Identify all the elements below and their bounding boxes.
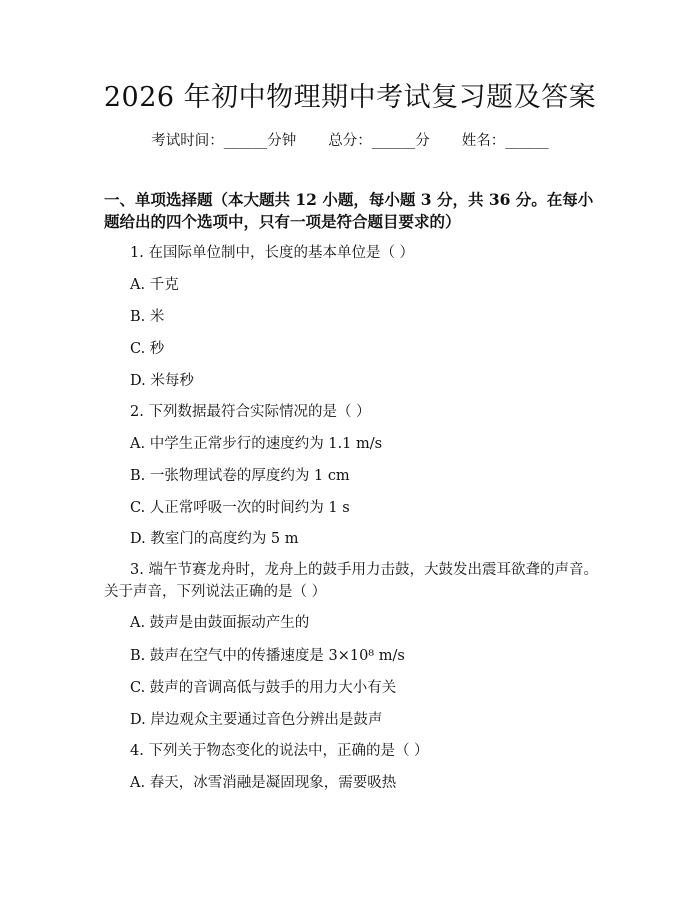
- page-title: 2026 年初中物理期中考试复习题及答案: [103, 82, 597, 113]
- question-3-option-d: D. 岸边观众主要通过音色分辨出是鼓声: [130, 712, 383, 728]
- question-2-option-a: A. 中学生正常步行的速度约为 1.1 m/s: [130, 436, 383, 452]
- exam-meta-line: [0, 131, 700, 151]
- student-name-field: 姓名：______: [461, 133, 549, 149]
- question-2-option-b: B. 一张物理试卷的厚度约为 1 cm: [130, 468, 350, 484]
- exam-time-field: 考试时间：______分钟: [151, 133, 297, 149]
- question-1-stem: 1. 在国际单位制中，长度的基本单位是（ ）: [130, 245, 415, 261]
- question-2-stem: 2. 下列数据最符合实际情况的是（ ）: [130, 404, 371, 420]
- question-1-option-c: C. 秒: [130, 341, 165, 357]
- question-3-option-b: B. 鼓声在空气中的传播速度是 3×10⁸ m/s: [130, 648, 405, 664]
- question-2-option-d: D. 教室门的高度约为 5 m: [130, 531, 299, 547]
- question-3-option-a: A. 鼓声是由鼓面振动产生的: [130, 615, 310, 631]
- section-heading: 一、单项选择题（本大题共 12 小题，每小题 3 分，共 36 分。在每小题给出的四个选项中，只有一项是符合题目要求的）: [104, 190, 594, 231]
- question-1-option-b: B. 米: [130, 309, 165, 325]
- question-4-option-a: A. 春天，冰雪消融是凝固现象，需要吸热: [130, 775, 397, 791]
- question-3-stem-text: 3. 端午节赛龙舟时，龙舟上的鼓手用力击鼓，大鼓发出震耳欲聋的声音。关于声音，下列说法正确的是（ ）: [104, 562, 598, 600]
- question-2-option-c: C. 人正常呼吸一次的时间约为 1 s: [130, 500, 350, 516]
- question-1-option-d: D. 米每秒: [130, 373, 194, 389]
- question-3-stem: [104, 559, 600, 603]
- question-4-stem: 4. 下列关于物态变化的说法中，正确的是（ ）: [130, 743, 429, 759]
- question-1-option-a: A. 千克: [130, 277, 179, 293]
- total-score-field: 总分：______分: [328, 133, 430, 149]
- question-3-option-c: C. 鼓声的音调高低与鼓手的用力大小有关: [130, 680, 397, 696]
